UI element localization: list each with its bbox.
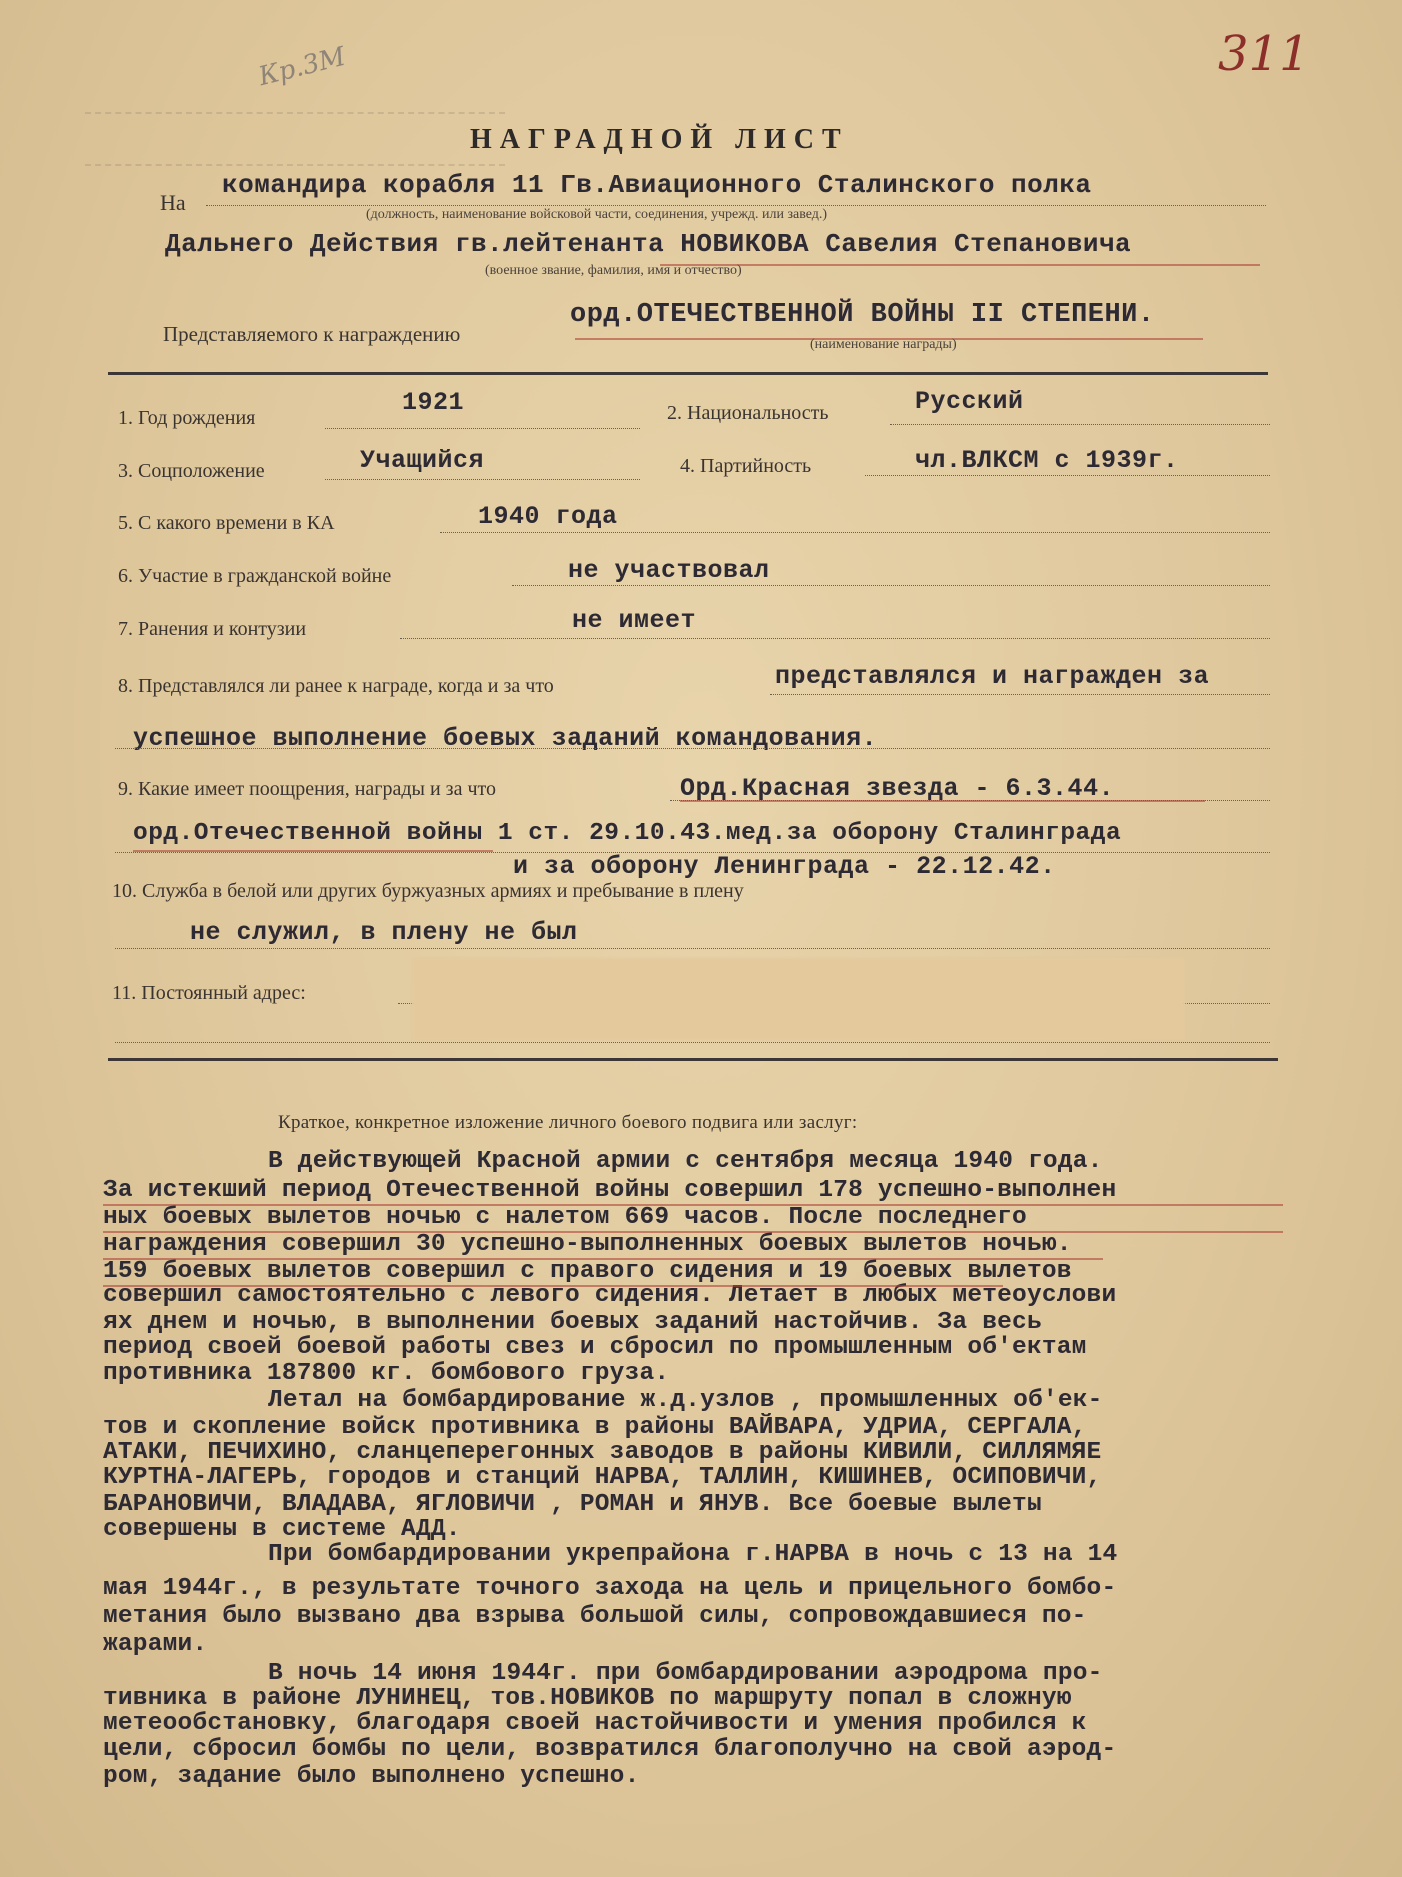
party-line	[865, 475, 1270, 476]
civil-war-value: не участвовал	[568, 556, 770, 585]
narrative-line: награждения совершил 30 успешно-выполненных боевых вылетов ночью.	[103, 1231, 1072, 1258]
header-divider	[108, 372, 1268, 375]
rewards-label: 9. Какие имеет поощрения, награды и за что	[118, 778, 496, 800]
birth-year-label: 1. Год рождения	[118, 407, 256, 429]
address-line-2	[115, 1042, 1270, 1043]
rewards-value-3: и за оборону Ленинграда - 22.12.42.	[513, 852, 1056, 881]
social-line	[325, 479, 640, 480]
faint-stamp-text	[85, 112, 505, 166]
social-label: 3. Соцположение	[118, 460, 265, 482]
prior-label: 8. Представлялся ли ранее к награде, когда и за что	[118, 675, 554, 697]
narrative-underline	[103, 1204, 1283, 1206]
name-caption: (военное звание, фамилия, имя и отчество)	[485, 263, 742, 278]
narrative-line: ных боевых вылетов ночью с налетом 669 часов. После последнего	[103, 1204, 1027, 1231]
nationality-line	[890, 424, 1270, 425]
narrative-line: цели, сбросил бомбы по цели, возвратился благополучно на свой аэрод-	[103, 1736, 1117, 1763]
ka-label: 5. С какого времени в КА	[118, 512, 335, 534]
wounds-value: не имеет	[572, 606, 697, 635]
service-label: 10. Служба в белой или других буржуазных армиях и пребывание в плену	[112, 880, 744, 902]
birth-year-line	[325, 428, 640, 429]
award-value: орд.ОТЕЧЕСТВЕННОЙ ВОЙНЫ II СТЕПЕНИ.	[570, 300, 1155, 330]
narrative-line: период своей боевой работы свез и сбросил по промышленным об'ектам	[103, 1334, 1087, 1361]
rewards-value-1: Орд.Красная звезда - 6.3.44.	[680, 774, 1115, 803]
narrative-line: 159 боевых вылетов совершил с правого сидения и 19 боевых вылетов	[103, 1258, 1072, 1285]
prior-line-1	[770, 694, 1270, 695]
narrative-line: В ночь 14 июня 1944г. при бомбардировании аэродрома про-	[268, 1660, 1103, 1687]
narrative-line: совершил самостоятельно с левого сидения. Летает в любых метеоуслови	[103, 1282, 1117, 1309]
narrative-line: метания было вызвано два взрыва большой силы, сопровождавшиеся по-	[103, 1603, 1087, 1630]
narrative-line: КУРТНА-ЛАГЕРЬ, городов и станций НАРВА, ТАЛЛИН, КИШИНЕВ, ОСИПОВИЧИ,	[103, 1464, 1102, 1491]
narrative-underline	[103, 1285, 1003, 1287]
address-redaction	[412, 958, 1185, 1040]
civil-war-line	[512, 585, 1270, 586]
address-label: 11. Постоянный адрес:	[112, 982, 306, 1004]
award-label: Представляемого к награждению	[163, 322, 461, 346]
party-label: 4. Партийность	[680, 455, 812, 477]
prior-value-2: успешное выполнение боевых заданий командования.	[133, 724, 878, 753]
narrative-line: ром, задание было выполнено успешно.	[103, 1763, 640, 1790]
narrative-line: При бомбардировании укрепрайона г.НАРВА в ночь с 13 на 14	[268, 1541, 1118, 1568]
nationality-value: Русский	[915, 387, 1024, 416]
narrative-line: тивника в районе ЛУНИНЕЦ, тов.НОВИКОВ по маршруту попал в сложную	[103, 1685, 1072, 1712]
narrative-line: ях днем и ночью, в выполнении боевых заданий настойчив. За весь	[103, 1309, 1042, 1336]
corner-note: Кр.3М	[255, 41, 349, 93]
page-number: 311	[1218, 26, 1310, 82]
wounds-label: 7. Ранения и контузии	[118, 618, 307, 640]
prior-value-1: представлялся и награжден за	[775, 662, 1210, 691]
narrative-line: В действующей Красной армии с сентября месяца 1940 года.	[268, 1148, 1103, 1175]
narrative-line: совершены в системе АДД.	[103, 1516, 461, 1543]
position-caption: (должность, наименование войсковой части, соединения, учрежд. или завед.)	[366, 207, 828, 222]
narrative-line: За истекший период Отечественной войны совершил 178 успешно-выполнен	[103, 1177, 1117, 1204]
civil-war-label: 6. Участие в гражданской войне	[118, 565, 392, 587]
award-caption: (наименование награды)	[810, 337, 957, 352]
name-underline	[660, 264, 1260, 266]
narrative-underline	[103, 1231, 1283, 1233]
birth-year-value: 1921	[402, 388, 465, 417]
page-title: НАГРАДНОЙ ЛИСТ	[470, 124, 849, 155]
narrative-line: мая 1944г., в результате точного захода на цель и прицельного бомбо-	[103, 1575, 1117, 1602]
narrative-line: жарами.	[103, 1631, 208, 1658]
party-value: чл.ВЛКСМ с 1939г.	[915, 446, 1179, 475]
narrative-underline	[103, 1258, 1103, 1260]
narrative-line: БАРАНОВИЧИ, ВЛАДАВА, ЯГЛОВИЧИ , РОМАН и ЯНУВ. Все боевые вылеты	[103, 1491, 1042, 1518]
nationality-label: 2. Национальность	[667, 402, 829, 424]
position-line	[206, 205, 1266, 206]
narrative-line: тов и скопление войск противника в районы ВАЙВАРА, УДРИА, СЕРГАЛА,	[103, 1414, 1087, 1441]
narrative-line: метеообстановку, благодаря своей настойчивости и умения пробился к	[103, 1710, 1087, 1737]
social-value: Учащийся	[360, 446, 485, 475]
prefix-label: На	[160, 190, 186, 215]
narrative-line: противника 187800 кг. бомбового груза.	[103, 1360, 670, 1387]
name-value: Дальнего Действия гв.лейтенанта НОВИКОВА Савелия Степановича	[165, 229, 1132, 259]
ka-line	[440, 532, 1270, 533]
narrative-line: Летал на бомбардирование ж.д.узлов , промышленных об'ек-	[268, 1387, 1103, 1414]
narrative-line: АТАКИ, ПЕЧИХИНО, сланцеперегонных заводов в районы КИВИЛИ, СИЛЛЯМЯЕ	[103, 1439, 1102, 1466]
rewards-value-2: орд.Отечественной войны 1 ст. 29.10.43.мед.за оборону Сталинграда	[133, 820, 1122, 847]
rewards-line-1	[670, 800, 1270, 801]
ka-value: 1940 года	[478, 502, 618, 531]
service-value: не служил, в плену не был	[190, 918, 578, 947]
service-line	[115, 948, 1270, 949]
wounds-line	[400, 638, 1270, 639]
fields-divider	[108, 1058, 1278, 1061]
position-value: командира корабля 11 Гв.Авиационного Сталинского полка	[222, 170, 1092, 200]
narrative-heading: Краткое, конкретное изложение личного боевого подвига или заслуг:	[278, 1112, 858, 1133]
prior-line-2	[115, 748, 1270, 749]
